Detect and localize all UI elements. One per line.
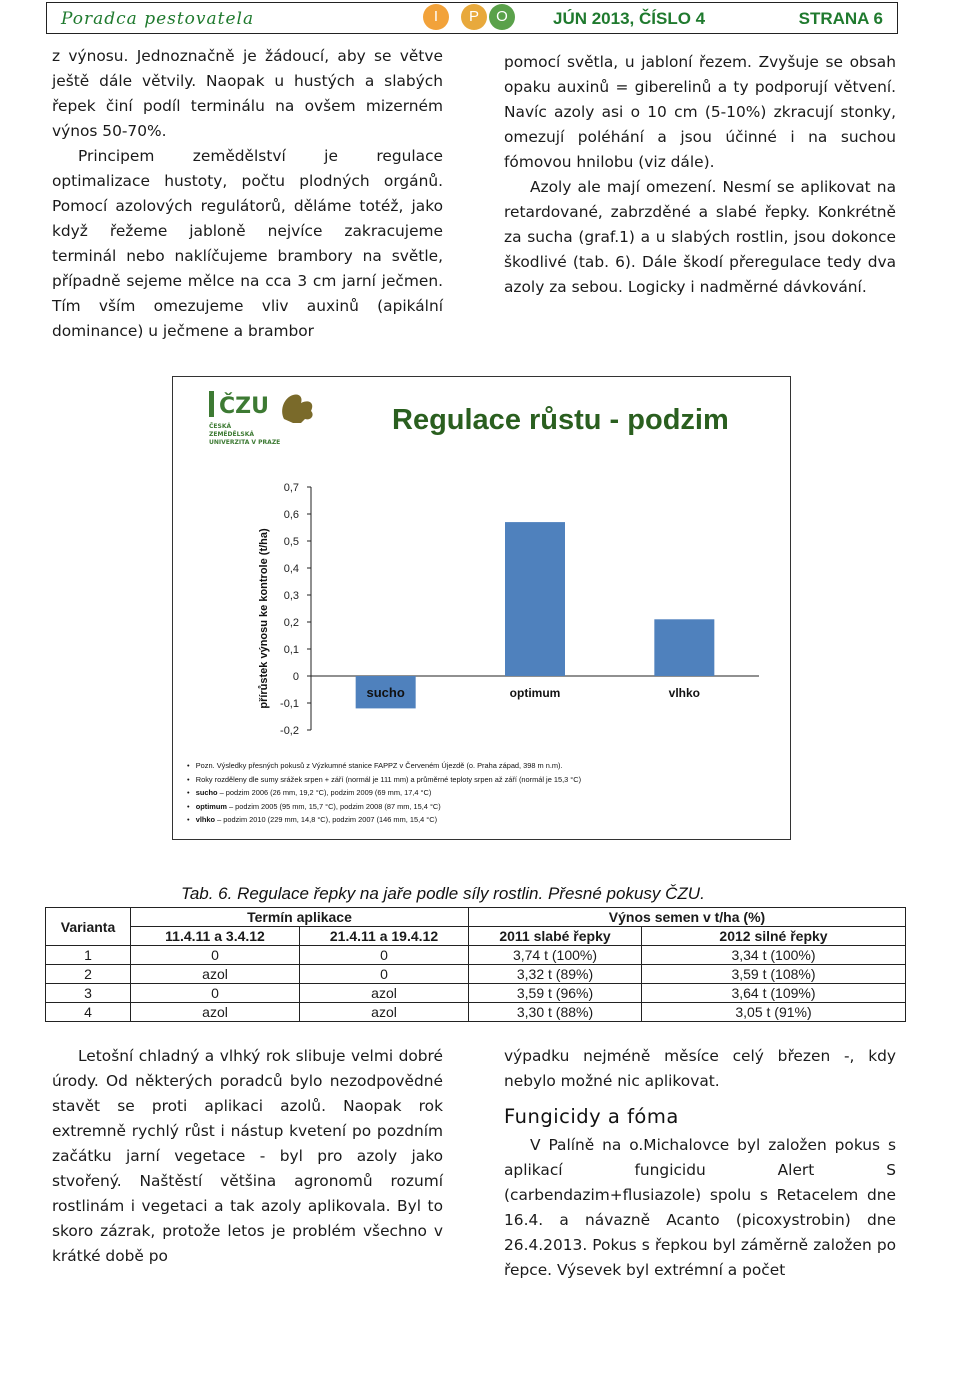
bar-optimum bbox=[505, 522, 565, 676]
note-text: – podzim 2010 (229 mm, 14,8 °C), podzim 2007 (146 mm, 15,4 °C) bbox=[215, 815, 438, 825]
results-table bbox=[45, 907, 906, 1022]
header-variant: Varianta bbox=[46, 908, 131, 946]
issue-label: JÚN 2013, ČÍSLO 4 bbox=[553, 9, 706, 28]
paragraph: Principem zemědělství je regulace optimalizace hustoty, počtu plodných orgánů. Pomocí azolových regulátorů, děláme totéž, jako když řežeme jabloně nejvíce zakracujeme terminál nebo naklíčujeme brambory na světle, případně sejeme mělce na cca 3 cm jarní ječmen. Tím vším omezujeme vliv auxinů (apikální dominance) u ječmene a brambor bbox=[52, 147, 443, 340]
section-heading: Fungicidy a fóma bbox=[504, 1105, 679, 1128]
right-column-top bbox=[504, 50, 896, 300]
table-cell: 0 bbox=[300, 946, 469, 965]
table-cell: azol bbox=[131, 1003, 300, 1022]
table-cell: 2 bbox=[46, 965, 131, 984]
logo-text: ČZU bbox=[219, 394, 269, 419]
y-axis-label: přírůstek výnosu ke kontrole (t/ha) bbox=[258, 528, 270, 709]
note-bold: optimum bbox=[195, 801, 227, 811]
note-line: • optimum – podzim 2005 (95 mm, 15,7 °C), podzim 2008 (87 mm, 15,4 °C) bbox=[187, 801, 441, 811]
note-line: • sucho – podzim 2006 (26 mm, 19,2 °C), podzim 2009 (69 mm, 17,4 °C) bbox=[187, 788, 432, 798]
presentation-slide bbox=[172, 376, 791, 840]
slide-title: Regulace růstu - podzim bbox=[392, 404, 729, 436]
note-text: – podzim 2005 (95 mm, 15,7 °C), podzim 2008 (87 mm, 15,4 °C) bbox=[226, 801, 441, 811]
table-cell: 3,34 t (100%) bbox=[642, 946, 906, 965]
subheader: 2011 slabé řepky bbox=[469, 927, 642, 946]
note-text: Pozn. Výsledky přesných pokusů z Výzkumné stanice FAPPZ v Červeném Újezdě (o. Praha západ, 398 m n.m). bbox=[195, 761, 563, 770]
table-row bbox=[46, 965, 906, 984]
paragraph: V Palíně na o.Michalovce byl založen pokus s aplikací fungicidu Alert S (carbendazim+flusiazole) spolu s Retacelem dne 16.4. a návazně Acanto (picoxystrobin) dne 26.4.2013. Pokus s řepkou byl záměrně založen po řepce. Výsevek byl extrémní a počet bbox=[504, 1136, 896, 1279]
slide-content bbox=[179, 383, 782, 833]
logo-letter-i: I bbox=[423, 4, 449, 30]
yield-chart bbox=[179, 383, 782, 753]
page-number: STRANA 6 bbox=[798, 9, 883, 28]
table-cell: 0 bbox=[131, 946, 300, 965]
y-tick-label: -0,1 bbox=[280, 698, 299, 710]
note-text: – podzim 2006 (26 mm, 19,2 °C), podzim 2009 (69 mm, 17,4 °C) bbox=[217, 788, 432, 798]
header-term: Termín aplikace bbox=[131, 908, 469, 927]
right-column-bottom bbox=[504, 1044, 896, 1283]
logo-line-3: UNIVERZITA V PRAZE bbox=[209, 439, 281, 446]
y-tick-label: 0,6 bbox=[283, 509, 299, 521]
note-line: • Roky rozděleny dle sumy srážek srpen + září (normál je 111 mm) a průměrné teploty srpen až září (normál je 15,3 °C) bbox=[187, 774, 582, 784]
table-row bbox=[46, 984, 906, 1003]
subheader: 11.4.11 a 3.4.12 bbox=[131, 927, 300, 946]
y-tick-label: 0,1 bbox=[283, 644, 299, 656]
table-cell: azol bbox=[131, 965, 300, 984]
table-row bbox=[46, 1003, 906, 1022]
subheader: 21.4.11 a 19.4.12 bbox=[300, 927, 469, 946]
category-label: sucho bbox=[366, 685, 405, 700]
y-tick-label: 0,2 bbox=[283, 617, 299, 629]
table-cell: 0 bbox=[131, 984, 300, 1003]
paragraph: pomocí světla, u jabloní řezem. Zvyšuje se obsah opaku auxinů = giberelinů a ty podporují větvení. Navíc azoly asi o 10 cm (5-10%) zkracují stonky, omezují poléhání a jsou účinné i na suchou fómovou hnilobu (viz dále). bbox=[504, 53, 896, 171]
table-cell: 0 bbox=[300, 965, 469, 984]
table-cell: azol bbox=[300, 984, 469, 1003]
note-line: • vlhko – podzim 2010 (229 mm, 14,8 °C), podzim 2007 (146 mm, 15,4 °C) bbox=[187, 815, 438, 825]
paragraph: Letošní chladný a vlhký rok slibuje velmi dobré úrody. Od některých poradců bylo nezodpovědné stavět se proti aplikaci azolů. Naopak rok extremně rychlý růst i nástup kvetení po pozdním začátku jarní vegetace - byl pro azoly jako stvořený. Naštěstí většina agronomů rozumí rostlinám i vegetaci a tak azoly aplikovala. Byl to skoro zázrak, protože letos je problém všechno v krátké době po bbox=[52, 1047, 443, 1265]
table-cell: 3,64 t (109%) bbox=[642, 984, 906, 1003]
paragraph: Azoly ale mají omezení. Nesmí se aplikovat na retardované, zabrzděné a slabé řepky. Konkrétně za sucha (graf.1) a u slabých rostlin, jsou dokonce škodlivé (tab. 6). Dále škodí přeregulace tedy dva azoly za sebou. Logicky i nadměrné dávkování. bbox=[504, 178, 896, 296]
table-cell: 4 bbox=[46, 1003, 131, 1022]
category-label: vlhko bbox=[668, 686, 701, 700]
y-tick-label: 0,7 bbox=[283, 482, 299, 494]
table-cell: azol bbox=[300, 1003, 469, 1022]
subheader: 2012 silné řepky bbox=[642, 927, 906, 946]
table-cell: 3,30 t (88%) bbox=[469, 1003, 642, 1022]
note-bold: sucho bbox=[195, 788, 218, 798]
table-header-row bbox=[46, 908, 906, 927]
left-column-top bbox=[52, 44, 443, 344]
note-text: Roky rozděleny dle sumy srážek srpen + září (normál je 111 mm) a průměrné teploty srpen až září (normál je 15,3 °C) bbox=[195, 774, 582, 784]
y-tick-label: 0,3 bbox=[283, 590, 299, 602]
y-tick-label: 0 bbox=[292, 671, 299, 683]
paragraph: výpadku nejméně měsíce celý březen -, kdy nebylo možné nic aplikovat. bbox=[504, 1047, 896, 1090]
table-cell: 3,59 t (96%) bbox=[469, 984, 642, 1003]
table-cell: 3,59 t (108%) bbox=[642, 965, 906, 984]
paragraph: z výnosu. Jednoznačně je žádoucí, aby se větve ještě dále větvily. Naopak u hustých a slabých řepek činí podíl terminálu na ovšem mizerném výnos 50-70%. bbox=[52, 47, 443, 140]
slide-notes bbox=[187, 759, 777, 827]
table-cell: 3 bbox=[46, 984, 131, 1003]
table-subheader-row bbox=[46, 927, 906, 946]
y-tick-label: -0,2 bbox=[280, 725, 299, 737]
table-cell: 1 bbox=[46, 946, 131, 965]
table-row bbox=[46, 946, 906, 965]
header-yield: Výnos semen v t/ha (%) bbox=[469, 908, 906, 927]
logo-line-1: ČESKÁ bbox=[209, 423, 232, 430]
logo-letter-o: O bbox=[489, 4, 515, 30]
table-caption: Tab. 6. Regulace řepky na jaře podle síly rostlin. Přesné pokusy ČZU. bbox=[181, 884, 705, 903]
magazine-title: Poradca pestovatela bbox=[61, 9, 255, 29]
left-column-bottom bbox=[52, 1044, 443, 1269]
note-bold: vlhko bbox=[195, 815, 216, 825]
table-cell: 3,74 t (100%) bbox=[469, 946, 642, 965]
category-label: optimum bbox=[509, 686, 561, 700]
logo-line-2: ZEMĚDĚLSKÁ bbox=[209, 431, 255, 438]
y-tick-label: 0,5 bbox=[283, 536, 299, 548]
y-tick-label: 0,4 bbox=[283, 563, 299, 575]
table-cell: 3,05 t (91%) bbox=[642, 1003, 906, 1022]
logo-letter-p: P bbox=[461, 4, 487, 30]
note-line: • Pozn. Výsledky přesných pokusů z Výzkumné stanice FAPPZ v Červeném Újezdě (o. Praha západ, 398 m n.m). bbox=[187, 761, 563, 770]
table-cell: 3,32 t (89%) bbox=[469, 965, 642, 984]
bar-vlhko bbox=[654, 619, 714, 676]
page-header bbox=[46, 2, 898, 34]
